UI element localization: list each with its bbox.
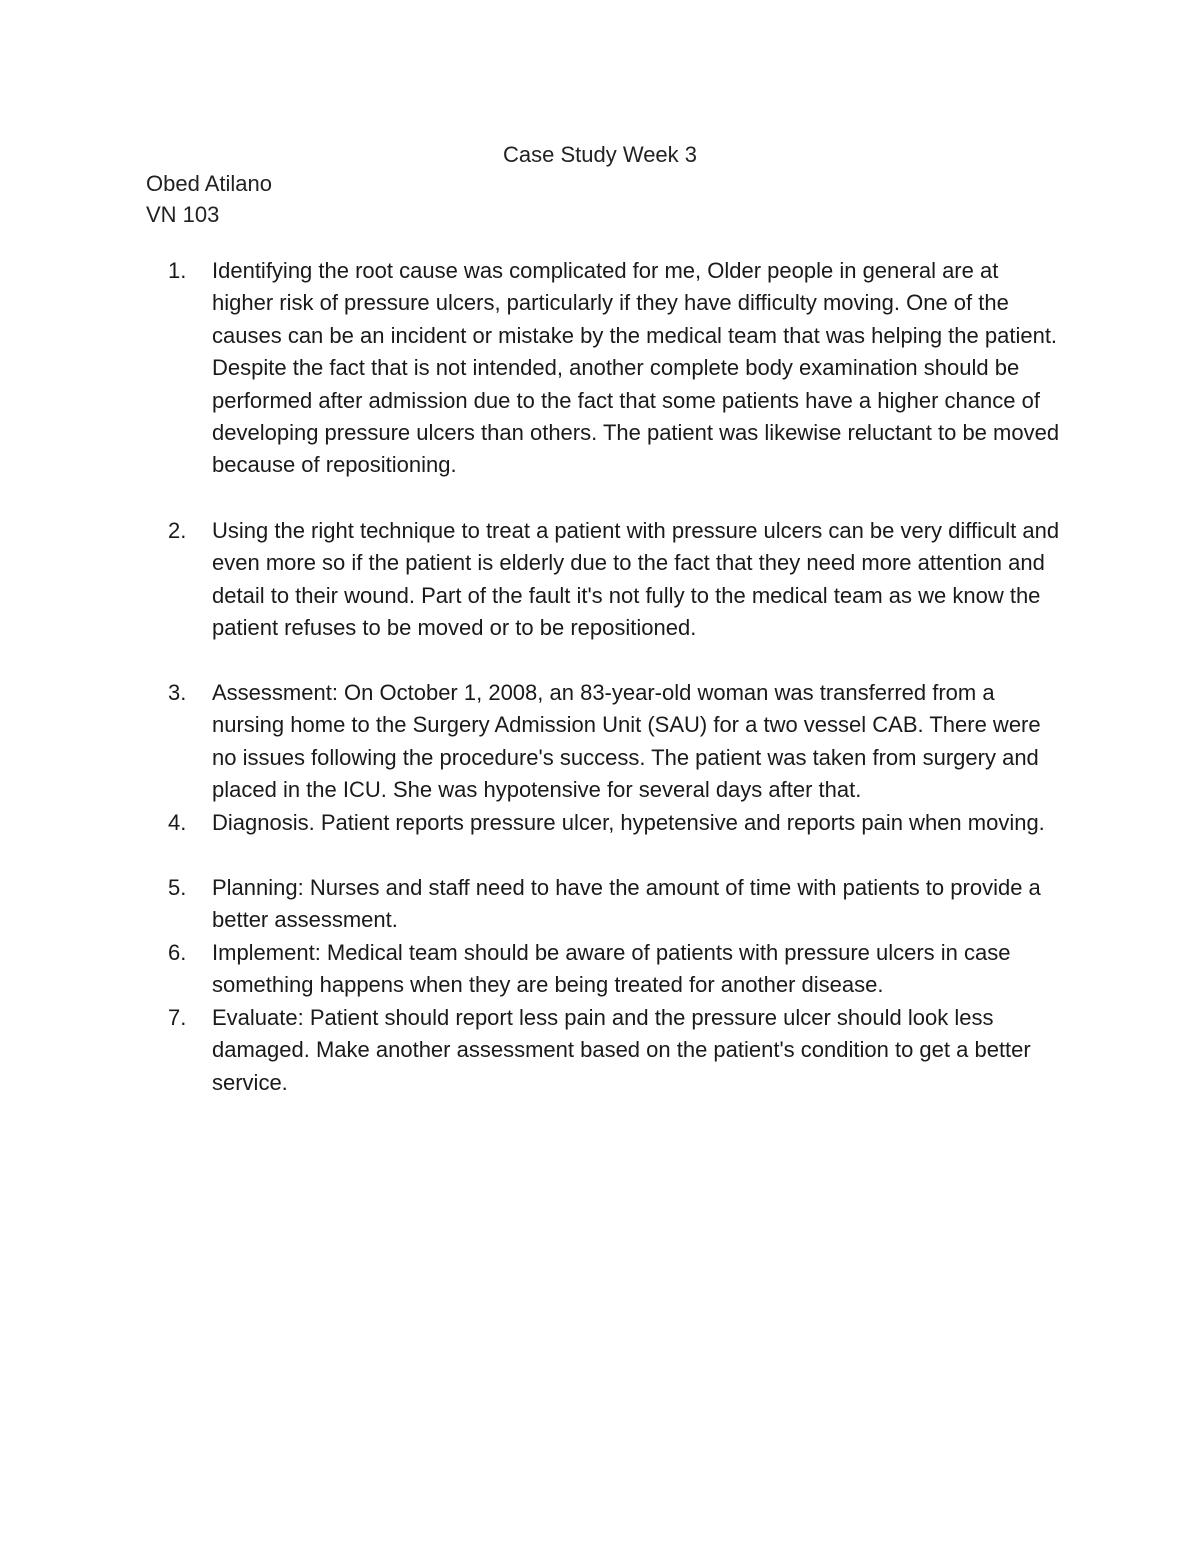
list-item-text: Implement: Medical team should be aware of patients with pressure ulcers in case something happens when they are being treated for another disease. <box>212 940 1011 998</box>
course-code: VN 103 <box>146 202 220 227</box>
list-item <box>168 807 1068 839</box>
list-item-number: 1. <box>168 258 187 283</box>
list-item <box>168 677 1068 807</box>
list-item-number: 3. <box>168 680 187 705</box>
list-item-number: 4. <box>168 810 187 835</box>
list-item <box>168 1002 1068 1099</box>
list-item-text: Diagnosis. Patient reports pressure ulcer, hypetensive and reports pain when moving. <box>212 810 1045 835</box>
list-item-number: 2. <box>168 518 187 543</box>
list-item <box>168 255 1068 482</box>
list-item-text: Evaluate: Patient should report less pain and the pressure ulcer should look less damaged. Make another assessment based on the patient's condition to get a better service. <box>212 1005 1031 1095</box>
list-item-text: Identifying the root cause was complicated for me, Older people in general are at higher risk of pressure ulcers, particularly if they have difficulty moving. One of the causes can be an incident or mistake by the medical team that was helping the patient. Despite the fact that is not intended, another complete body examination should be performed after admission due to the fact that some patients have a higher chance of developing pressure ulcers than others. The patient was likewise reluctant to be moved because of repositioning. <box>212 258 1060 478</box>
list-item-text: Using the right technique to treat a patient with pressure ulcers can be very difficult and even more so if the patient is elderly due to the fact that they need more attention and detail to their wound. Part of the fault it's not fully to the medical team as we know the patient refuses to be moved or to be repositioned. <box>212 518 1060 641</box>
list-item <box>168 937 1068 1002</box>
list-item-text: Planning: Nurses and staff need to have the amount of time with patients to provide a better assessment. <box>212 875 1041 933</box>
list-item-number: 5. <box>168 875 187 900</box>
list-item-number: 7. <box>168 1005 187 1030</box>
list-item <box>168 515 1068 645</box>
list-item-text: Assessment: On October 1, 2008, an 83-year-old woman was transferred from a nursing home to the Surgery Admission Unit (SAU) for a two vessel CAB. There were no issues following the procedure's success. The patient was taken from surgery and placed in the ICU. She was hypotensive for several days after that. <box>212 680 1041 803</box>
author-name: Obed Atilano <box>146 171 272 196</box>
document-title: Case Study Week 3 <box>502 142 698 167</box>
list-item-number: 6. <box>168 940 187 965</box>
list-item <box>168 872 1068 937</box>
